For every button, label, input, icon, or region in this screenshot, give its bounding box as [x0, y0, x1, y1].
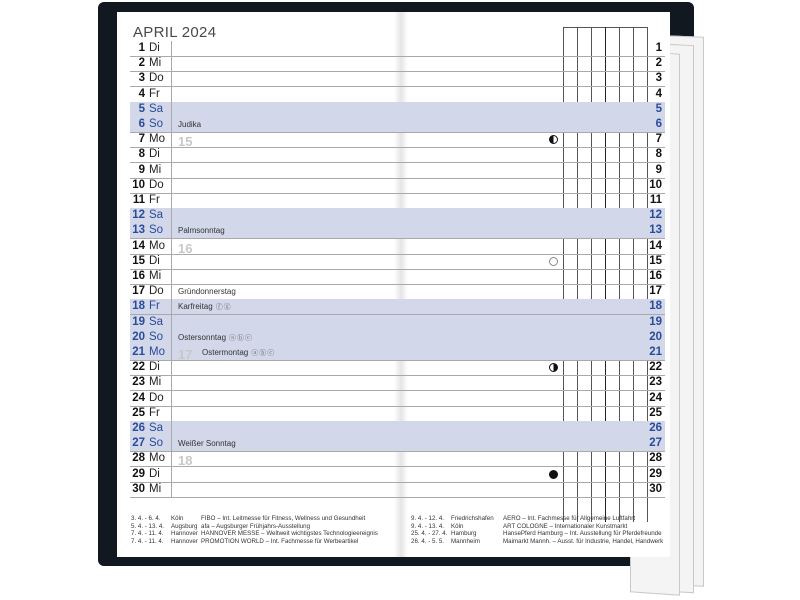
trade-fair-entry	[131, 538, 358, 546]
holiday-label	[178, 436, 236, 451]
fair-city: Hannover	[171, 537, 198, 545]
fair-city: Köln	[451, 522, 464, 530]
day-row[interactable]	[130, 375, 665, 391]
region-icons: ⓐⓑⓒ	[251, 350, 276, 357]
holiday-text: Ostersonntag	[178, 332, 227, 342]
day-number: 11	[132, 194, 145, 206]
fair-city: Augsburg	[171, 522, 198, 530]
fair-date: 7. 4. - 11. 4.	[131, 537, 164, 545]
day-row[interactable]	[130, 269, 665, 285]
weekday-name: Mo	[149, 346, 165, 358]
day-row[interactable]	[130, 117, 665, 133]
day-row[interactable]	[130, 360, 665, 376]
row-divider	[171, 71, 172, 86]
fair-city: Friedrichshafen	[451, 515, 494, 522]
day-number: 27	[132, 437, 145, 450]
day-number: 24	[132, 391, 145, 404]
region-icons: ⓕⓖ	[215, 304, 232, 312]
day-number: 16	[132, 270, 145, 282]
right-day-number: 12	[649, 209, 662, 222]
right-day-number: 19	[649, 315, 662, 328]
day-number: 4	[138, 87, 145, 100]
right-day-number: 1	[655, 42, 662, 54]
weekday-name: Do	[149, 391, 164, 404]
right-day-number: 3	[655, 72, 662, 85]
right-day-number: 5	[655, 102, 662, 115]
day-number: 2	[138, 57, 145, 70]
day-row[interactable]	[130, 208, 665, 224]
right-day-number: 6	[655, 118, 662, 130]
row-divider	[171, 391, 172, 406]
day-number: 20	[132, 330, 145, 343]
right-day-number: 13	[649, 224, 662, 237]
day-number: 21	[132, 346, 145, 358]
row-divider	[171, 269, 172, 284]
day-number: 19	[132, 315, 145, 328]
day-row[interactable]	[130, 41, 665, 57]
row-divider	[171, 178, 172, 193]
week-number: 15	[178, 134, 193, 150]
fair-description: afa – Augsburger Frühjahrs-Ausstellung	[201, 522, 311, 530]
day-row[interactable]	[130, 56, 665, 72]
day-row[interactable]	[130, 467, 665, 483]
day-row[interactable]	[130, 71, 665, 87]
right-day-number: 28	[649, 452, 662, 465]
week-number: 17	[178, 347, 193, 362]
weekday-name: Fr	[149, 406, 160, 419]
day-row[interactable]	[130, 178, 665, 194]
weekday-name: Do	[149, 72, 164, 85]
day-number: 14	[132, 239, 145, 252]
weekday-name: So	[149, 118, 164, 130]
day-number: 6	[138, 118, 145, 130]
trade-fair-entry	[411, 538, 663, 546]
weekday-name: Fr	[149, 194, 160, 206]
day-row[interactable]	[130, 421, 665, 437]
weekday-name: Di	[149, 361, 160, 374]
day-number: 28	[132, 452, 145, 465]
row-divider	[171, 299, 172, 314]
row-divider	[171, 87, 172, 102]
right-day-number: 20	[649, 330, 662, 343]
day-row[interactable]	[130, 482, 665, 498]
day-number: 25	[132, 406, 145, 419]
fair-city: Hamburg	[451, 530, 477, 537]
weekday-name: Sa	[149, 315, 164, 328]
holiday-label	[178, 223, 225, 238]
day-row[interactable]	[130, 163, 665, 179]
day-row[interactable]	[130, 193, 665, 209]
weekday-name: Fr	[149, 87, 160, 100]
row-divider	[171, 254, 172, 269]
weekday-name: Mi	[149, 376, 162, 389]
right-day-number: 21	[649, 346, 662, 358]
row-divider	[171, 117, 172, 132]
day-row[interactable]	[130, 284, 665, 300]
day-number: 22	[132, 361, 145, 374]
holiday-text: Ostermontag	[202, 348, 249, 357]
weekday-name: Mi	[149, 482, 162, 495]
fair-date: 7. 4. - 11. 4.	[131, 530, 164, 537]
trade-fair-entry	[131, 530, 378, 538]
weekday-name: Di	[149, 467, 160, 480]
row-divider	[171, 406, 172, 421]
moon-phase-icon	[549, 257, 558, 266]
fair-date: 26. 4. - 5. 5.	[411, 537, 445, 545]
row-divider	[171, 436, 172, 451]
row-divider	[171, 41, 172, 56]
holiday-text: Weißer Sonntag	[178, 439, 236, 449]
day-number: 12	[132, 209, 145, 222]
week-number: 16	[178, 240, 193, 256]
day-row[interactable]	[130, 451, 665, 467]
weekday-name: So	[149, 330, 164, 343]
trade-fair-entry	[411, 523, 627, 531]
fair-date: 3. 4. - 6. 4.	[131, 515, 161, 522]
row-divider	[171, 163, 172, 178]
day-number: 9	[138, 163, 145, 176]
fair-city: Hannover	[171, 530, 198, 537]
right-day-number: 17	[649, 285, 662, 298]
region-icons: ⓐⓑⓒ	[229, 334, 254, 342]
day-number: 26	[132, 422, 145, 434]
day-row[interactable]	[130, 223, 665, 239]
day-number: 7	[138, 133, 145, 146]
day-row[interactable]	[130, 315, 665, 331]
fair-date: 5. 4. - 13. 4.	[131, 522, 165, 530]
weekday-name: So	[149, 224, 164, 237]
fair-description: FIBO – Int. Leitmesse für Fitness, Wellness und Gesundheit	[201, 515, 366, 522]
weekday-name: Sa	[149, 209, 164, 222]
holiday-text: Karfreitag	[178, 302, 213, 312]
day-row[interactable]	[130, 330, 665, 346]
fair-city: Mannheim	[451, 537, 480, 545]
right-day-number: 7	[655, 133, 662, 146]
weekday-name: Sa	[149, 102, 164, 115]
day-row[interactable]	[130, 345, 665, 361]
right-day-number: 4	[655, 87, 662, 100]
weekday-name: Mi	[149, 163, 162, 176]
holiday-text: Palmsonntag	[178, 226, 225, 236]
day-row[interactable]	[130, 391, 665, 407]
day-row[interactable]	[130, 406, 665, 422]
holiday-text: Judika	[178, 120, 202, 129]
fair-description: HANNOVER MESSE – Weltweit wichtigstes Technologieereignis	[201, 530, 378, 537]
right-day-number: 25	[649, 406, 662, 419]
row-divider	[171, 208, 172, 223]
fair-date: 9. 4. - 13. 4.	[411, 522, 445, 530]
day-row[interactable]	[130, 87, 665, 103]
day-row[interactable]	[130, 132, 665, 148]
fair-description: ART COLOGNE – Internationaler Kunstmarkt	[503, 522, 628, 530]
day-number: 1	[138, 42, 145, 54]
row-divider	[171, 451, 172, 466]
day-number: 18	[132, 300, 145, 313]
trade-fair-entry	[411, 515, 635, 523]
day-number: 30	[132, 482, 145, 495]
row-divider	[171, 223, 172, 238]
fair-description: AERO – Int. Fachmesse für Allgemeine Luftfahrt	[503, 515, 636, 522]
day-row[interactable]	[130, 299, 665, 315]
holiday-label	[202, 345, 275, 361]
weekday-name: Mi	[149, 270, 162, 282]
row-divider	[171, 345, 172, 360]
right-day-number: 26	[649, 422, 662, 434]
day-number: 23	[132, 376, 145, 389]
right-day-number: 2	[655, 57, 662, 70]
weekday-name: Di	[149, 254, 160, 267]
moon-phase-icon	[549, 135, 558, 144]
fair-city: Köln	[171, 515, 184, 522]
row-divider	[171, 239, 172, 254]
row-divider	[171, 147, 172, 162]
right-day-number: 22	[649, 361, 662, 374]
right-day-number: 14	[649, 239, 662, 252]
row-divider	[171, 330, 172, 345]
fair-description: PROMOTION WORLD – Int. Fachmesse für Werbeartikel	[201, 537, 359, 545]
day-number: 8	[138, 148, 145, 161]
row-divider	[171, 421, 172, 436]
day-number: 3	[138, 72, 145, 85]
day-row[interactable]	[130, 254, 665, 270]
right-day-number: 27	[649, 437, 662, 450]
row-divider	[171, 467, 172, 482]
day-number: 17	[132, 285, 145, 298]
weekday-name: So	[149, 437, 164, 450]
weekday-name: Di	[149, 42, 160, 54]
right-day-number: 23	[649, 376, 662, 389]
right-day-number: 15	[649, 254, 662, 267]
weekday-name: Mo	[149, 239, 165, 252]
day-number: 29	[132, 467, 145, 480]
weekday-name: Fr	[149, 300, 160, 313]
day-row[interactable]	[130, 147, 665, 163]
weekday-name: Di	[149, 148, 160, 161]
weekday-name: Mo	[149, 133, 165, 146]
trade-fair-entry	[411, 530, 662, 538]
right-day-number: 18	[649, 300, 662, 313]
trade-fair-entry	[131, 515, 365, 523]
day-number: 13	[132, 224, 145, 237]
weekday-name: Mi	[149, 57, 162, 70]
month-title: APRIL 2024	[133, 24, 217, 41]
right-day-number: 11	[649, 194, 662, 206]
row-divider	[171, 375, 172, 390]
row-divider	[171, 284, 172, 299]
weekday-name: Sa	[149, 422, 164, 434]
right-day-number: 10	[649, 178, 662, 191]
moon-phase-icon	[549, 363, 558, 372]
right-day-number: 24	[649, 391, 662, 404]
moon-phase-icon	[549, 470, 558, 479]
fair-description: HansePferd Hamburg – Int. Ausstellung für Pferdefreunde	[503, 530, 662, 537]
holiday-label	[178, 330, 253, 346]
holiday-label	[178, 299, 232, 315]
right-day-number: 9	[655, 163, 662, 176]
row-divider	[171, 56, 172, 71]
right-day-number: 30	[649, 482, 662, 495]
day-number: 5	[138, 102, 145, 115]
row-divider	[171, 315, 172, 330]
row-divider	[171, 360, 172, 375]
right-day-number: 16	[649, 270, 662, 282]
day-row[interactable]	[130, 239, 665, 255]
holiday-text: Gründonnerstag	[178, 287, 236, 297]
weekday-name: Do	[149, 178, 164, 191]
holiday-label	[178, 284, 236, 299]
holiday-label	[178, 117, 201, 132]
day-number: 15	[132, 254, 145, 267]
week-number: 18	[178, 453, 193, 469]
fair-date: 9. 4. - 12. 4.	[411, 515, 445, 522]
day-number: 10	[132, 178, 145, 191]
row-divider	[171, 102, 172, 117]
right-day-number: 8	[655, 148, 662, 161]
row-divider	[171, 482, 172, 497]
weekday-name: Mo	[149, 452, 165, 465]
fair-description: Maimarkt Mannh. – Ausst. für Industrie, Handel, Handwerk	[503, 537, 664, 545]
row-divider	[171, 132, 172, 147]
weekday-name: Do	[149, 285, 164, 298]
row-divider	[171, 193, 172, 208]
day-row[interactable]	[130, 102, 665, 118]
day-row[interactable]	[130, 436, 665, 452]
trade-fair-entry	[131, 523, 310, 531]
fair-date: 25. 4. - 27. 4.	[411, 530, 448, 537]
right-day-number: 29	[649, 467, 662, 480]
